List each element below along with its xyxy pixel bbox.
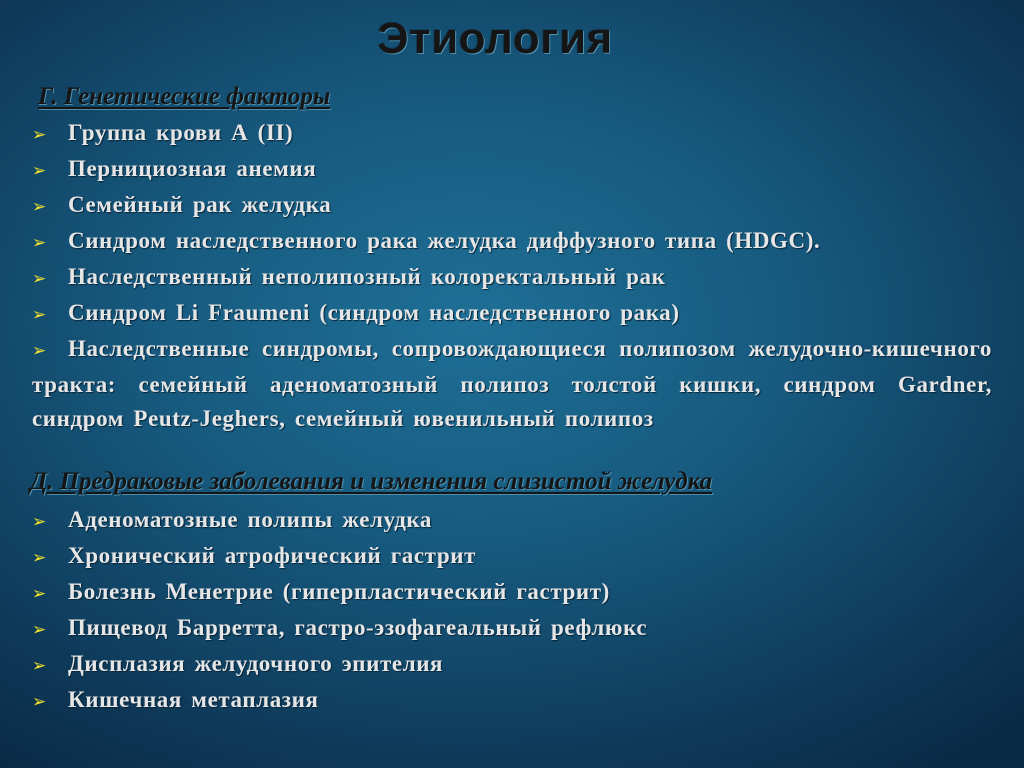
list-item — [32, 503, 647, 539]
list-item-text: Семейный рак желудка — [68, 192, 332, 217]
list-item-text: Группа крови А (II) — [68, 120, 294, 145]
list-item-text: Наследственные синдромы, сопровождающиеся полипозом желудочно-кишечного тракта: семейный аденоматозный полипоз толстой кишки, синдром Gardner, синдром Peutz-Jeghers, семейный ювенильный полипоз — [32, 336, 992, 431]
slide-title: Этиология — [377, 14, 613, 63]
arrow-bullet-icon: ➢ — [32, 548, 47, 568]
list-item — [32, 539, 647, 575]
arrow-bullet-icon: ➢ — [32, 341, 47, 361]
list-item — [32, 152, 992, 188]
arrow-bullet-icon: ➢ — [32, 305, 47, 325]
list-item-text: Пищевод Барретта, гастро-эзофагеальный рефлюкс — [68, 615, 648, 640]
arrow-bullet-icon: ➢ — [32, 197, 47, 217]
arrow-bullet-icon: ➢ — [32, 620, 47, 640]
section-heading-precancer: Д. Предраковые заболевания и изменения слизистой желудка — [30, 468, 713, 495]
section-heading-genetic: Г. Генетические факторы — [38, 83, 331, 110]
genetic-factors-list — [32, 116, 992, 436]
list-item — [32, 296, 992, 332]
precancer-list — [32, 503, 647, 719]
list-item — [32, 332, 992, 436]
list-item-text: Дисплазия желудочного эпителия — [68, 651, 444, 676]
list-item-text: Кишечная метаплазия — [68, 687, 319, 712]
arrow-bullet-icon: ➢ — [32, 656, 47, 676]
arrow-bullet-icon: ➢ — [32, 161, 47, 181]
arrow-bullet-icon: ➢ — [32, 512, 47, 532]
arrow-bullet-icon: ➢ — [32, 584, 47, 604]
arrow-bullet-icon: ➢ — [32, 125, 47, 145]
arrow-bullet-icon: ➢ — [32, 692, 47, 712]
list-item — [32, 188, 992, 224]
arrow-bullet-icon: ➢ — [32, 233, 47, 253]
list-item — [32, 260, 992, 296]
list-item-text: Синдром Li Fraumeni (синдром наследственного рака) — [68, 300, 680, 325]
list-item — [32, 575, 647, 611]
list-item — [32, 224, 992, 260]
list-item-text: Синдром наследственного рака желудка диффузного типа (HDGC). — [68, 228, 821, 253]
list-item-text: Аденоматозные полипы желудка — [68, 507, 433, 532]
list-item-text: Хронический атрофический гастрит — [68, 543, 476, 568]
list-item-text: Наследственный неполипозный колоректальный рак — [68, 264, 666, 289]
arrow-bullet-icon: ➢ — [32, 269, 47, 289]
list-item — [32, 116, 992, 152]
list-item-text: Болезнь Менетрие (гиперпластический гастрит) — [68, 579, 610, 604]
list-item-text: Пернициозная анемия — [68, 156, 317, 181]
list-item — [32, 647, 647, 683]
list-item — [32, 683, 647, 719]
list-item — [32, 611, 647, 647]
